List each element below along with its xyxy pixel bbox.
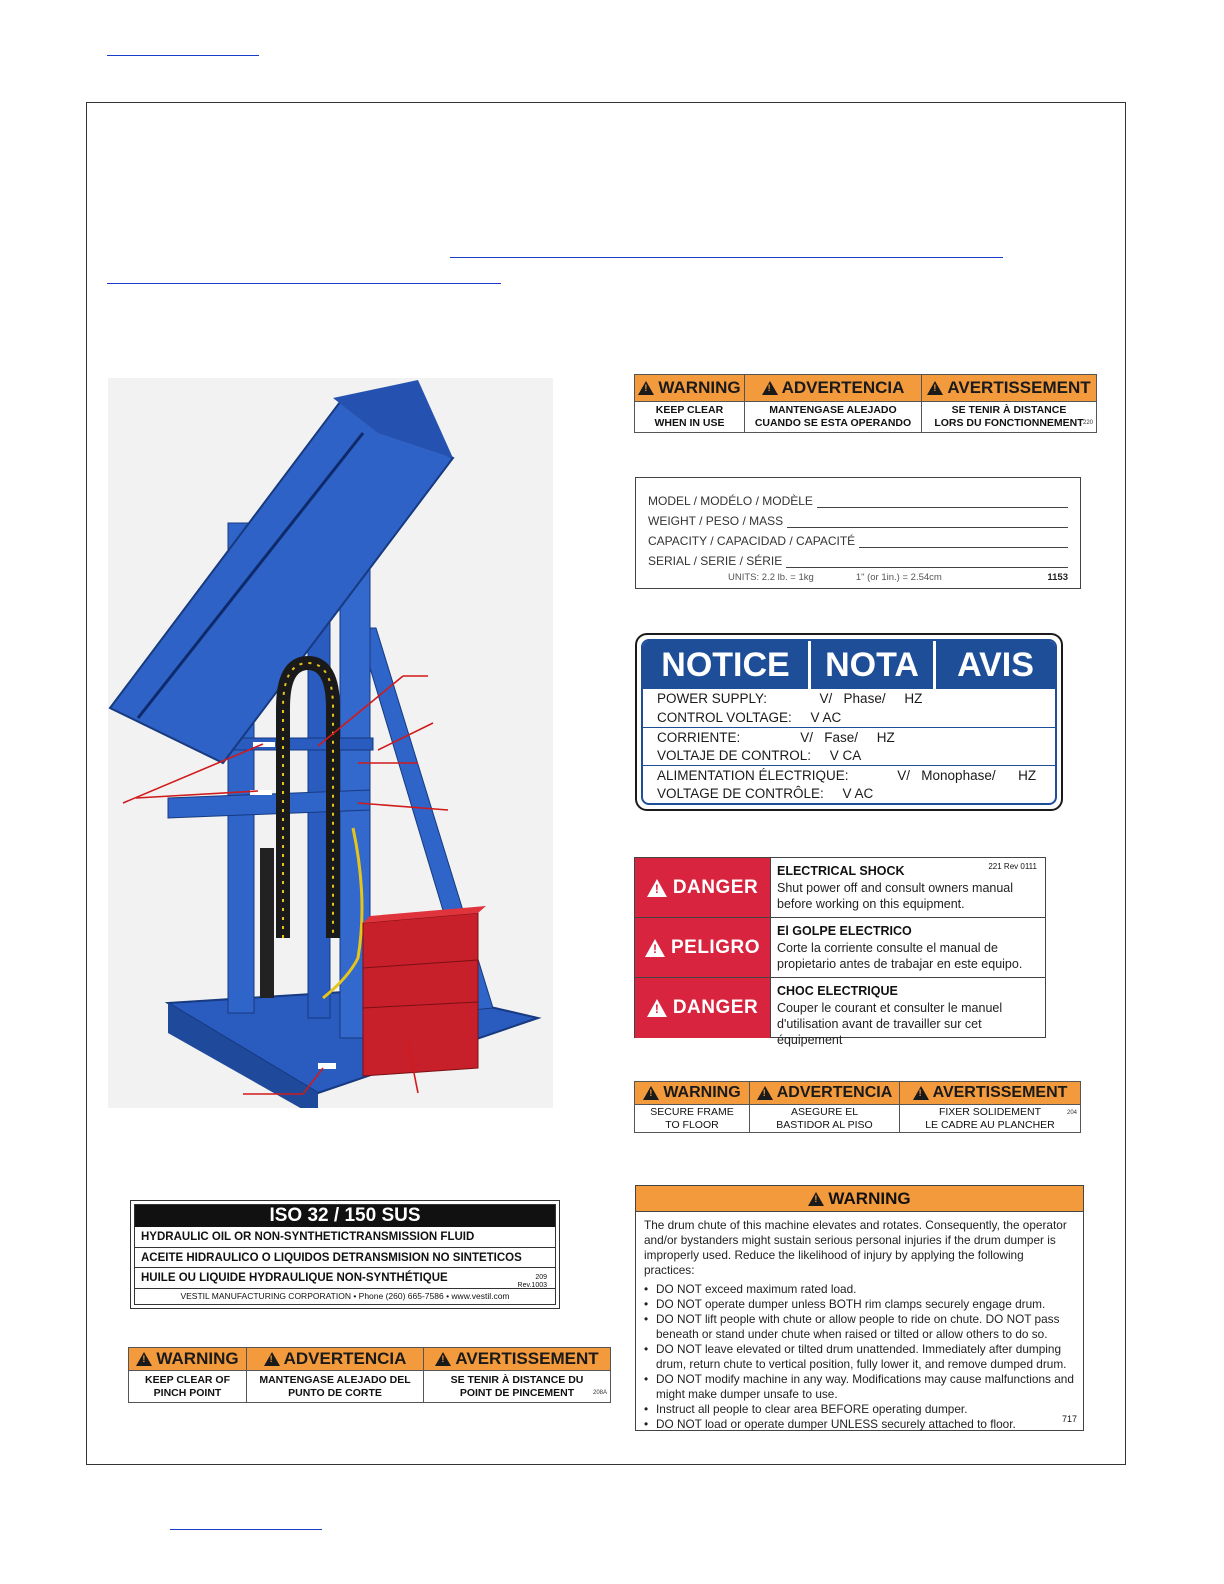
label-line: ASEGURE EL (790, 1105, 859, 1118)
warning-word: WARNING (156, 1349, 239, 1368)
avis-word: AVIS (957, 645, 1034, 684)
label-line: TO FLOOR (665, 1118, 719, 1131)
danger-triangle-icon (645, 939, 665, 957)
drum-dumper-photo (108, 378, 553, 1108)
warning-word: WARNING (658, 378, 741, 397)
danger-word: DANGER (672, 997, 759, 1018)
advertencia-word: ADVERTENCIA (776, 1084, 893, 1101)
label-line: CUANDO SE ESTA OPERANDO (754, 417, 912, 429)
label-line: LORS DU FONCTIONNEMENT (934, 417, 1084, 429)
label-line: SE TENIR À DISTANCE DU (450, 1373, 584, 1386)
notice-row: CORRIENTE: V/ Fase/ HZ (643, 727, 1055, 746)
bottom-link[interactable] (170, 1529, 322, 1530)
warning-triangle-icon (435, 1352, 451, 1366)
avertissement-word: AVERTISSEMENT (455, 1349, 599, 1368)
warning-item: • DO NOT lift people with chute or allow people to ride on chute. DO NOT pass beneath or stand under chute when raised or tilted or allow others to do so. (644, 1312, 1075, 1342)
units-weight: UNITS: 2.2 lb. = 1kg (728, 572, 814, 583)
model-plate-label (635, 477, 1081, 589)
label-line: MANTENGASE ALEJADO DEL (259, 1373, 411, 1386)
warning-item: • DO NOT operate dumper unless BOTH rim clamps securely engage drum. (644, 1297, 1075, 1312)
warning-triangle-icon (927, 381, 943, 395)
label-line: KEEP CLEAR (655, 404, 724, 416)
secure-frame-warning-label (634, 1081, 1081, 1133)
warning-triangle-icon (638, 381, 654, 395)
label-code: 717 (1061, 1414, 1077, 1424)
warning-triangle-icon (757, 1086, 773, 1100)
warning-triangle-icon (264, 1352, 280, 1366)
iso-line: HYDRAULIC OIL OR NON-SYNTHETICTRANSMISSION FLUID (135, 1227, 555, 1248)
danger-text: Corte la corriente consulte el manual de propietario antes de trabajar en este equipo. (777, 941, 1023, 971)
warning-triangle-icon (762, 381, 778, 395)
label-code: 204 (1066, 1110, 1077, 1116)
label-line: FIXER SOLIDEMENT (938, 1105, 1042, 1118)
iso-rev: Rev.1003 (517, 1282, 547, 1289)
keep-clear-warning-label (634, 374, 1097, 433)
avertissement-word: AVERTISSEMENT (947, 378, 1091, 397)
model-field-label: MODEL / MODÉLO / MODÈLE (648, 494, 813, 508)
iso-line: ACEITE HIDRAULICO O LIQUIDOS DETRANSMISION NO SINTETICOS (135, 1248, 555, 1269)
avertissement-word: AVERTISSEMENT (932, 1084, 1068, 1101)
units-length: 1" (or 1in.) = 2.54cm (855, 572, 942, 583)
iso-title: ISO 32 / 150 SUS (135, 1205, 555, 1227)
warning-intro: The drum chute of this machine elevates and rotates. Consequently, the operator and/or bystanders might sustain serious personal injuries if the drum dumper is improperly used. Reduce the likelihood of injury by applying the following practices: (644, 1218, 1067, 1277)
electrical-shock-danger-label (634, 857, 1046, 1047)
blank-line (787, 516, 1068, 528)
blank-line (859, 536, 1068, 548)
notice-row: POWER SUPPLY: V/ Phase/ HZ (657, 691, 923, 706)
advertencia-word: ADVERTENCIA (781, 378, 905, 397)
danger-word: DANGER (672, 876, 759, 898)
iso-code: 209 (535, 1274, 547, 1281)
weight-field-label: WEIGHT / PESO / MASS (648, 514, 784, 528)
label-line: PUNTO DE CORTE (288, 1386, 382, 1399)
warning-list (636, 1282, 1083, 1432)
danger-title: El GOLPE ELECTRICO (777, 924, 912, 938)
danger-triangle-icon (647, 999, 667, 1017)
iso-line: HUILE OU LIQUIDE HYDRAULIQUE NON-SYNTHÉTIQUE (135, 1268, 555, 1289)
notice-row: VOLTAJE DE CONTROL: V CA (657, 748, 862, 763)
hydraulic-oil-label (130, 1200, 560, 1309)
notice-word: NOTICE (643, 641, 811, 689)
warning-item: • DO NOT modify machine in any way. Modifications may cause malfunctions and might make dumper unsafe to use. (644, 1372, 1075, 1402)
label-line: SE TENIR À DISTANCE (951, 404, 1067, 416)
capacity-field-label: CAPACITY / CAPACIDAD / CAPACITÉ (648, 534, 856, 548)
notice-row: CONTROL VOLTAGE: V AC (657, 710, 842, 725)
danger-triangle-icon (647, 879, 667, 897)
label-code: 220 (1082, 420, 1093, 426)
warning-item: • DO NOT leave elevated or tilted drum unattended. Immediately after dumping drum, return chute to vertical position, fully lower it, and remove dumped drum. (644, 1342, 1075, 1372)
warning-triangle-icon (136, 1352, 152, 1366)
drum-chute-warning-label (635, 1185, 1084, 1431)
nota-word: NOTA (811, 641, 936, 689)
label-line: LE CADRE AU PLANCHER (925, 1118, 1055, 1131)
warning-triangle-icon (808, 1192, 824, 1206)
warning-triangle-icon (913, 1086, 929, 1100)
label-line: PINCH POINT (153, 1386, 222, 1399)
pinch-point-warning-label (128, 1347, 611, 1403)
serial-field-label: SERIAL / SERIE / SÉRIE (648, 554, 783, 568)
label-line: BASTIDOR AL PISO (776, 1118, 873, 1131)
drum-dumper-illustration (108, 378, 553, 1108)
warning-item: • DO NOT exceed maximum rated load. (644, 1282, 1075, 1297)
danger-title: CHOC ELECTRIQUE (777, 984, 898, 998)
danger-title: ELECTRICAL SHOCK (777, 864, 905, 878)
label-code: 221 Rev 0111 (988, 862, 1037, 871)
label-line: MANTENGASE ALEJADO (769, 404, 897, 416)
iso-footer: VESTIL MANUFACTURING CORPORATION • Phone (260) 665-7586 • www.vestil.com (180, 1290, 510, 1301)
warning-triangle-icon (643, 1086, 659, 1100)
label-line: SECURE FRAME (650, 1105, 734, 1118)
notice-power-label (635, 633, 1063, 811)
warning-word: WARNING (828, 1188, 911, 1208)
danger-text: Couper le courant et consulter le manuel d'utilisation avant de travailler sur cet équipement (777, 1001, 1003, 1047)
danger-text: Shut power off and consult owners manual before working on this equipment. (777, 881, 1014, 911)
top-link[interactable] (107, 55, 259, 56)
label-code: 1153 (1047, 572, 1068, 583)
blank-line (786, 556, 1068, 568)
notice-row: VOLTAGE DE CONTRÔLE: V AC (657, 786, 874, 801)
warning-item: • Instruct all people to clear area BEFORE operating dumper. (644, 1402, 1075, 1417)
peligro-word: PELIGRO (670, 936, 760, 958)
label-line: POINT DE PINCEMENT (459, 1386, 575, 1399)
warning-word: WARNING (663, 1084, 741, 1101)
warning-item: • DO NOT load or operate dumper UNLESS securely attached to floor. (644, 1417, 1075, 1432)
blank-line (817, 496, 1068, 508)
advertencia-word: ADVERTENCIA (283, 1349, 407, 1368)
label-line: WHEN IN USE (654, 417, 725, 429)
label-code: 208A (592, 1390, 607, 1396)
label-line: KEEP CLEAR OF (145, 1373, 230, 1386)
notice-row: ALIMENTATION ÉLECTRIQUE: V/ Monophase/ HZ (643, 765, 1055, 784)
